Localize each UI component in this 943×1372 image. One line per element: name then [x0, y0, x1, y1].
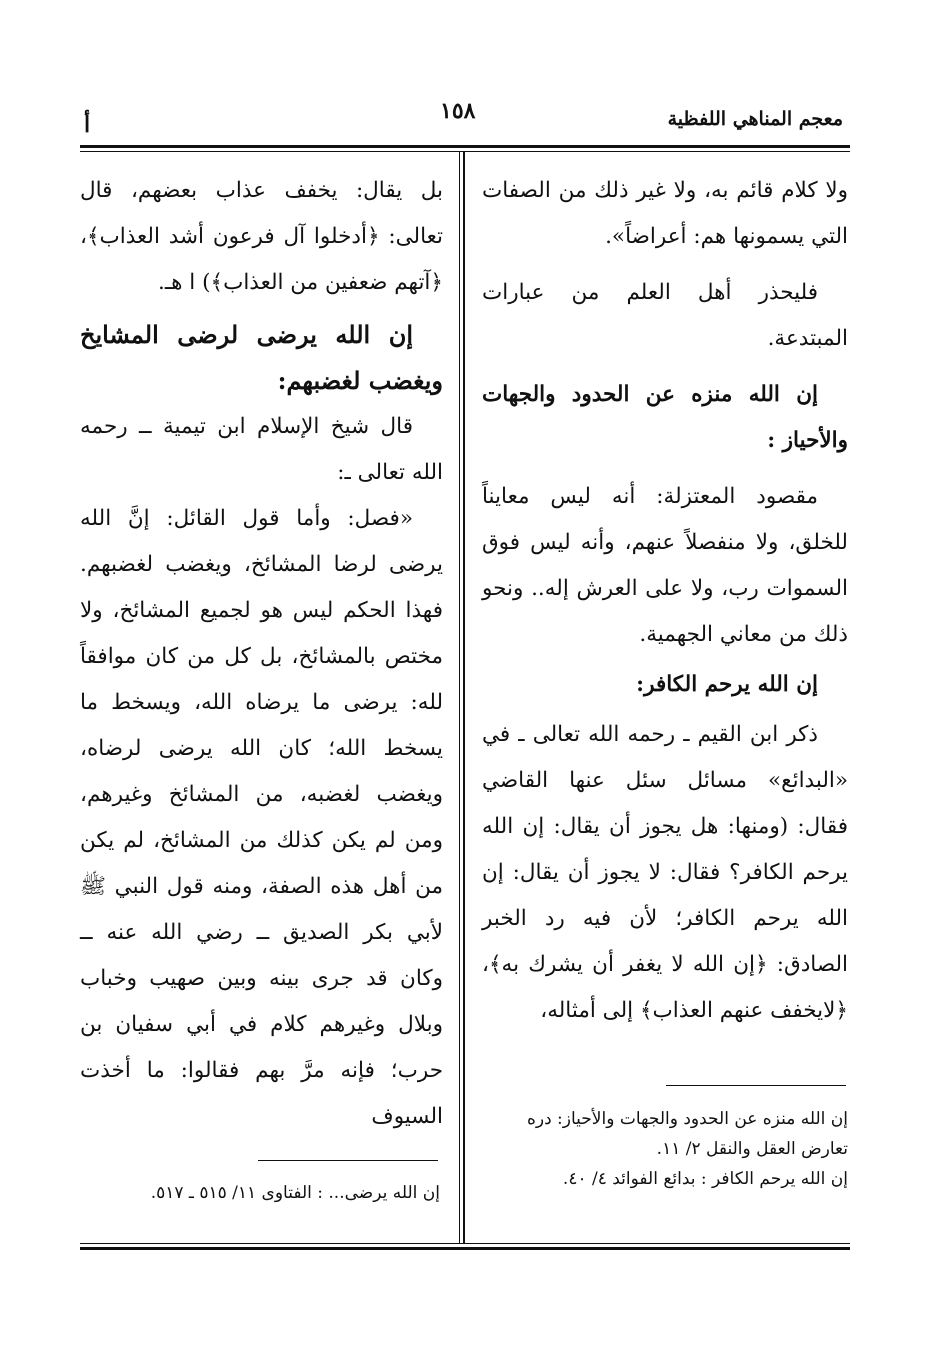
paragraph: بل يقال: يخفف عذاب بعضهم، قال تعالى: ﴿أدخلوا آل فرعون أشد العذاب﴾، ﴿آتهم ضعفين من العذاب﴾) ا هـ.	[80, 178, 443, 295]
footnote: إن الله يرحم الكافر : بدائع الفوائد ٤/ ٤٠.	[562, 1169, 848, 1189]
section-heading: إن الله يرضى لرضى المشايخ ويغضب لغضبهم:	[80, 320, 443, 395]
footnote-separator	[666, 1085, 846, 1086]
footer-rule-bottom	[80, 1247, 850, 1250]
running-title: معجم المناهي اللفظية	[667, 108, 843, 130]
paragraph: ذكر ابن القيم ـ رحمه الله تعالى ـ في «البدائع» مسائل سئل عنها القاضي فقال: (ومنها: هل يجوز أن يقال: إن الله يرحم الكافر؟ فقال: لا يجوز أن يقال: إن الله يرحم الكافر؛ لأن فيه رد الخبر الصادق: ﴿إن الله لا يغفر أن يشرك به﴾، ﴿لايخفف عنهم العذاب﴾ إلى أمثاله،	[482, 722, 848, 1023]
section-heading: إن الله منزه عن الحدود والجهات والأحياز :	[482, 382, 848, 453]
right-column	[482, 168, 848, 1083]
paragraph: مقصود المعتزلة: أنه ليس معايناً للخلق، ولا منفصلاً عنهم، وأنه ليس فوق السموات رب، ولا على العرش إله.. ونحو ذلك من معاني الجهمية.	[482, 484, 848, 647]
left-column	[80, 168, 443, 1153]
paragraph: «فصل: وأما قول القائل: إنَّ الله يرضى لرضا المشائخ، ويغضب لغضبهم. فهذا الحكم ليس هو لجميع المشائخ، ولا مختص بالمشائخ، بل كل من كان موافقاً لله: يرضى ما يرضاه الله، ويسخط ما يسخط الله؛ كان الله يرضى لرضاه، ويغضب لغضبه، من المشائخ وغيرهم، ومن لم يكن كذلك من المشائخ، لم يكن من أهل هذه الصفة، ومنه قول النبي ﷺ لأبي بكر الصديق ــ رضي الله عنه ــ وكان قد جرى بينه وبين صهيب وخباب وبلال وغيرهم كلام في أبي سفيان بن حرب؛ فإنه مرَّ بهم فقالوا: ما أخذت السيوف	[80, 506, 443, 1129]
column-mark: أ	[84, 112, 91, 138]
paragraph: قال شيخ الإسلام ابن تيمية ــ رحمه الله تعالى ـ:	[80, 414, 443, 485]
footer-rule-top	[80, 1243, 850, 1244]
header-rule-bottom	[80, 151, 850, 152]
column-divider-right	[463, 151, 465, 1243]
column-divider-left	[459, 151, 460, 1243]
header-rule-top	[80, 145, 850, 148]
paragraph: فليحذر أهل العلم من عبارات المبتدعة.	[482, 280, 848, 351]
footnote: إن الله منزه عن الحدود والجهات والأحياز: دره تعارض العقل والنقل ٢/ ١١.	[526, 1109, 848, 1159]
left-footnotes	[80, 1178, 440, 1208]
footnote-separator	[258, 1160, 438, 1161]
right-footnotes	[482, 1104, 848, 1194]
page-number: ١٥٨	[440, 98, 476, 124]
section-heading: إن الله يرحم الكافر:	[636, 672, 818, 697]
paragraph: ولا كلام قائم به، ولا غير ذلك من الصفات التي يسمونها هم: أعراضاً».	[482, 178, 848, 249]
footnote: إن الله يرضى... : الفتاوى ١١/ ٥١٥ ـ ٥١٧.	[150, 1183, 440, 1203]
